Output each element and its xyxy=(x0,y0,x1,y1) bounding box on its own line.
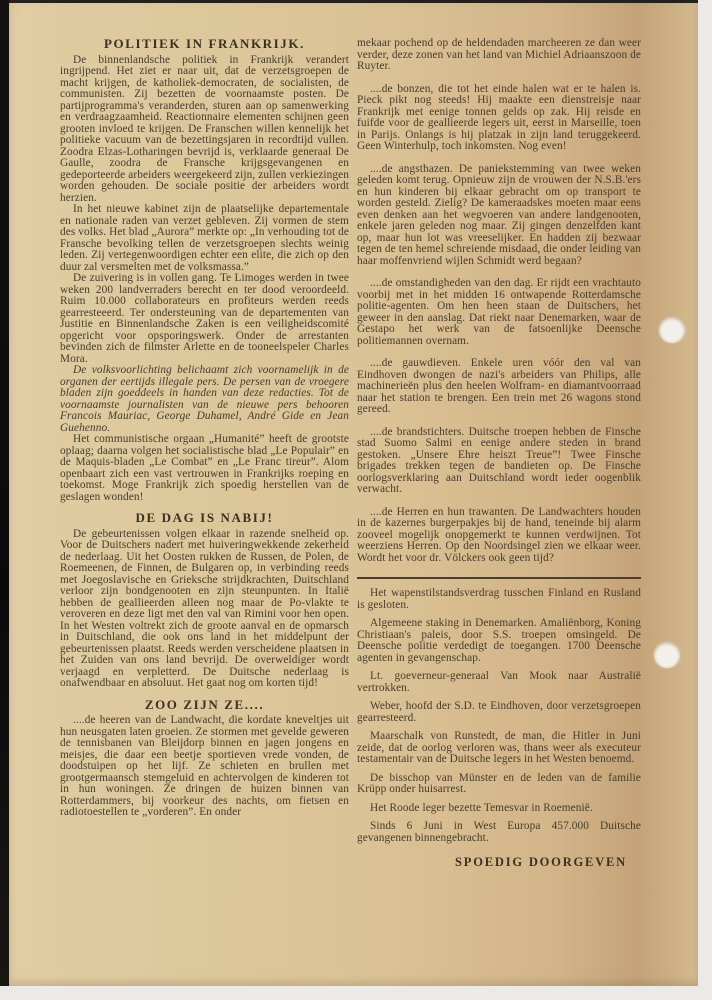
article-paragraph: De zuivering is in vollen gang. Te Limoges werden in twee weken 200 landverraders berecht en ter dood veroordeeld. Ruim 10.000 collaborateurs en profiteurs werden reeds gearresteeerd. Ter ondersteuning van de departementen van Justitie en Binnenlandsche Zaken is een veiligheidscomité opgericht voor opsporingswerk. Onder de arrestanten bevinden zich de filmster Arlette en de tooneelspeler Charles Mora. xyxy=(60,272,349,365)
article-paragraph: ....de heeren van de Landwacht, die kordate kneveltjes uit hun neusgaten laten groeien. Ze stormen met gevelde geweren de tennisbanen van Bleijdorp binnen en jagen jongens en meisjes, die daar een beetje sportieven vrede vonden, de doodstuipen op het lijf. Ze schieten en brullen met grootgermaansch stemgeluid en achtervolgen de kinderen tot in hun woningen. Ze dringen de huizen binnen van Rotterdammers, bij voorkeur des nachts, om fietsen en radiotoestellen te „vorderen”. En onder xyxy=(60,714,349,818)
news-brief: Maarschalk von Runstedt, de man, die Hitler in Juni zeide, dat de oorlog verloren was, thans weer als executeur testamentair van de Duitsche legers in het Westen benoemd. xyxy=(357,730,641,765)
divider-rule xyxy=(357,577,641,579)
article-paragraph-italic: De volksvoorlichting belichaamt zich voornamelijk in de organen der eertijds illegale pers. De persen van de vroegere bladen zijn goeddeels in handen van deze redacties. Tot de voornaamste journalisten van de nieuwe pers behooren Francois Mauriac, George Duhamel, André Gide en Jean Guehenno. xyxy=(60,364,349,434)
news-brief: Lt. goeverneur-generaal Van Mook naar Australië vertrokken. xyxy=(357,670,641,694)
article-paragraph: ....de Herren en hun trawanten. De Landwachters houden in de kazernes burgerpakjes bij de hand, teneinde bij alarm zooveel mogelijk onopgemerkt te kunnen verdwijnen. Tot weerziens Herren. Op den Noordsingel zien we elkaar weer. Wordt het voor dr. Völckers ook geen tijd? xyxy=(357,505,641,564)
article-paragraph: Het communistische orgaan „Humanité” heeft de grootste oplaag; daarna volgen het socialistische blad „Le Populair” en de Maquis-bladen „Le Combat” en „Le Franc tireur”. Alom openbaart zich een vast vertrouwen in Frankrijks roeping en toekomst. Moge Frankrijk zich spoedig herstellen van de geslagen wonden! xyxy=(60,433,349,503)
column-right xyxy=(357,38,641,869)
news-brief: Sinds 6 Juni in West Europa 457.000 Duitsche gevangenen binnengebracht. xyxy=(357,820,641,844)
article-heading-zoo-zijn-ze: ZOO ZIJN ZE.... xyxy=(144,696,265,712)
article-paragraph: ....de bonzen, die tot het einde halen wat er te halen is. Pieck pikt nog steeds! Hij maakte een dienstreisje naar Frankrijk met eenige tonnen gelds op zak. Hij reisde en fuifde voor de geallieerde legers uit, eerst in Marseille, toen in Parijs. Onlangs is hij platzak in zijn land teruggekeerd. Geen Winterhulp, toch inkomsten. Nog even! xyxy=(357,82,641,152)
article-paragraph: De binnenlandsche politiek in Frankrijk verandert ingrijpend. Het ziet er naar uit, dat de verzetsgroepen de macht krijgen, de katholiek-democraten, de socialisten, de communisten. Zij bezetten de voornaamste posten. De partijprogramma's veranderden, sturen aan op samenwerking en verdraagzaamheid. Reactionnaire elementen schijnen geen grooten invloed te krijgen. De Franschen willen kennelijk het politieke vacuum van de bezettingsjaren in recordtijd vullen. Zoodra Elzas-Lotharingen bevrijd is, verklaarde generaal De Gaulle, zoodra de Fransche krijgsgevangenen en gedeporteerde arbeiders weergekeerd zijn, zullen verkiezingen worden gehouden. De sociale positie der arbeiders wordt herzien. xyxy=(60,53,349,204)
binding-edge xyxy=(0,0,9,986)
article-paragraph: In het nieuwe kabinet zijn de plaatselijke departementale en nationale raden van verzet gebleven. Zij vormen de stem des volks. Het blad „Aurora” merkte op: „In verhouding tot de Fransche bevolking tellen de verzetsgroepen slechts weinig leden. Zij vertegenwoordigen echter een elite, die zich op den duur zal versmelten met de volksmassa.” xyxy=(60,203,349,273)
news-brief: Het Roode leger bezette Temesvar in Roemenië. xyxy=(370,801,593,814)
news-brief: Weber, hoofd der S.D. te Eindhoven, door verzetsgroepen gearresteerd. xyxy=(357,700,641,724)
article-paragraph: ....de gauwdieven. Enkele uren vóór den val van Eindhoven dwongen de nazi's arbeiders van Philips, alle machinerieën plus den heelen Wolfram- en diamantvoorraad naar het station te brengen. Een trein met 26 wagons stond gereed. xyxy=(357,357,641,415)
news-brief: Het wapenstilstandsverdrag tusschen Finland en Rusland is gesloten. xyxy=(357,587,641,611)
article-paragraph: ....de angsthazen. De paniekstemming van twee weken geleden komt terug. Opnieuw zijn de vrouwen der N.S.B.'ers en hun kinderen bij elkaar gebracht om op transport te worden gesteld. Zielig? De kameraadskes moeten maar eens even denken aan het wegvoeren van andere landgenooten, enkele jaren geleden nog maar. Zij gingen denzelfden kant op, maar hun lot was vreeselijker. En hadden zij bezwaar tegen de ten hemel schreiende misdaad, die onder leiding van haar moffenvriend wijlen Schmidt werd begaan? xyxy=(357,162,641,267)
article-paragraph: ....de brandstichters. Duitsche troepen hebben de Finsche stad Suomo Salmi en eenige andere steden in brand gestoken. „Unsere Ehre heiszt Treue”! Twee Finsche brigades trekken tegen de bandieten op. De Finsche oorlogsverklaring aan Duitschland wordt ieder oogenblik verwacht. xyxy=(357,425,641,495)
signoff: SPOEDIG DOORGEVEN xyxy=(455,855,627,869)
article-heading-de-dag-is-nabij: DE DAG IS NABIJ! xyxy=(135,510,274,525)
article-paragraph-continuation: mekaar pochend op de heldendaden marcheeren ze dan weer verder, deze zonen van het land van Michiel Adriaanszoon de Ruyter. xyxy=(357,37,641,72)
column-left xyxy=(60,38,349,819)
punch-hole-bottom xyxy=(654,642,680,668)
article-heading-politiek-in-frankrijk: POLITIEK IN FRANKRIJK. xyxy=(104,36,305,51)
news-brief: De bisschop van Münster en de leden van de familie Krüpp onder huisarrest. xyxy=(357,771,641,795)
article-paragraph: De gebeurtenissen volgen elkaar in razende snelheid op. Voor de Duitschers nadert met huiveringwekkende zekerheid de nederlaag. Uit het Oosten rukken de Russen, de Polen, de Roemeenen, de Finnen, de Bulgaren op, in verbinding reeds met Joegoslavische en Grieksche strijdkrachten, Duitschland verloor zijn bondgenooten en zijn steunpunten. In Italië hebben de geallieerden alleen nog maar de Po-vlakte te veroveren en deze ligt met den val van Rimini voor hen open. In het Westen voltrekt zich de groote aanval en de opmarsch in Duitschland, die ook ons land in het middelpunt der gebeurtenissen plaatst. Reeds werden verscheidene plaatsen in het Zuiden van ons land bevrijd. De overweldiger wordt verjaagd en verpletterd. De Duitsche nederlaag is onafwendbaar en absoluut. Het gaat nog om korten tijd! xyxy=(60,527,349,689)
news-brief: Algemeene staking in Denemarken. Amaliënborg, Koning Christiaan's paleis, door S.S. troepen omsingeld. De Deensche politie verdedigt de toegangen. 1700 Deensche agenten in gevangenschap. xyxy=(357,617,641,664)
article-paragraph: ....de omstandigheden van den dag. Er rijdt een vrachtauto voorbij met in het midden 16 ontwapende Rotterdamsche politie-agenten. Om hen heen staan de Duitschers, het geweer in den aanslag. Dat riekt naar Denemarken, waar de Gestapo het werk van de fatsoenlijke Deensche politiemannen overnam. xyxy=(357,277,641,347)
punch-hole-top xyxy=(659,317,685,343)
